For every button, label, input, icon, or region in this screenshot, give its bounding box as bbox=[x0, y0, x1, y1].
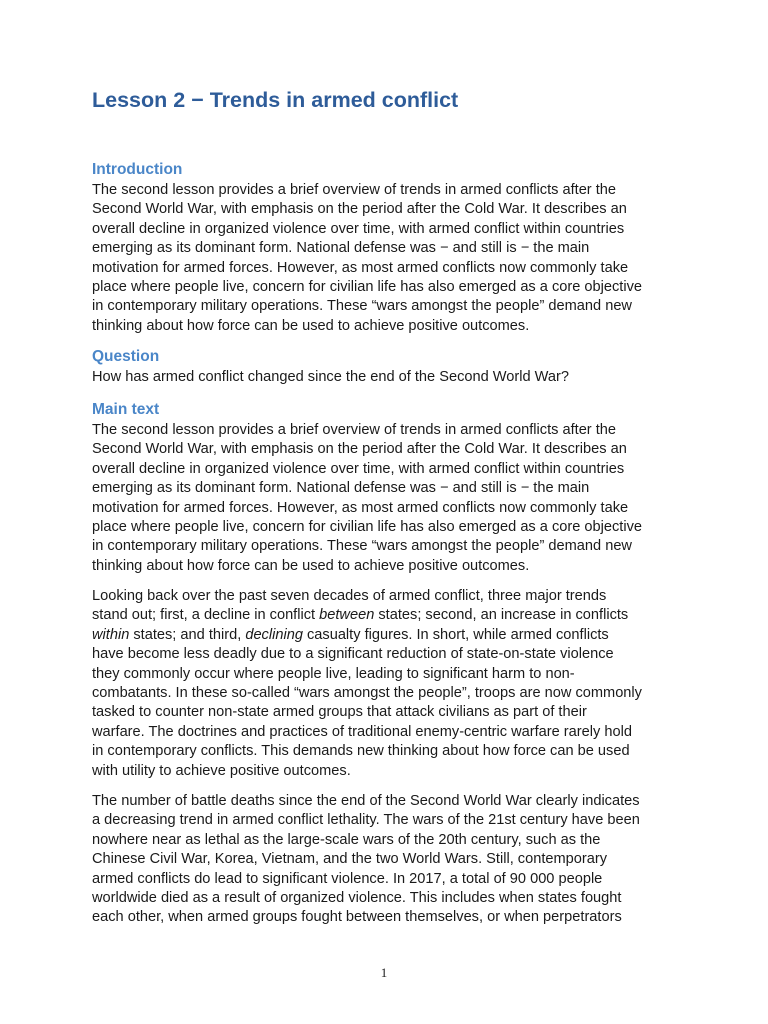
text-line: place where people live, concern for civilian life has also emerged as a core objective bbox=[92, 519, 642, 536]
text-line: place where people live, concern for civilian life has also emerged as a core objective bbox=[92, 279, 642, 296]
introduction-paragraph bbox=[92, 181, 692, 336]
text-line bbox=[92, 606, 692, 625]
text-line: The second lesson provides a brief overview of trends in armed conflicts after the bbox=[92, 182, 617, 198]
text-line: in contemporary military operations. These “wars amongst the people” demand new bbox=[92, 298, 632, 315]
emphasis-within: within bbox=[92, 626, 130, 643]
main-paragraph-2 bbox=[92, 587, 692, 781]
text-line: The second lesson provides a brief overview of trends in armed conflicts after the bbox=[92, 422, 617, 438]
text-line: Second World War, with emphasis on the period after the Cold War. It describes an bbox=[92, 201, 627, 218]
text-line: Chinese Civil War, Korea, Vietnam, and the two World Wars. Still, contemporary bbox=[92, 851, 608, 868]
text-line bbox=[92, 626, 692, 645]
main-text-heading: Main text bbox=[92, 401, 160, 418]
introduction-heading: Introduction bbox=[92, 161, 183, 178]
text-line: warfare. The doctrines and practices of traditional enemy-centric warfare rarely hold bbox=[92, 723, 632, 740]
text-line: with utility to achieve positive outcomes. bbox=[92, 762, 351, 779]
main-paragraph-1 bbox=[92, 421, 692, 576]
text-line: emerging as its dominant form. National defense was − and still is − the main bbox=[92, 480, 590, 497]
text-line: Second World War, with emphasis on the period after the Cold War. It describes an bbox=[92, 441, 627, 458]
text-line: they commonly occur where people live, leading to significant harm to non- bbox=[92, 665, 575, 682]
text-line: worldwide died as a result of organized violence. This includes when states fought bbox=[92, 890, 622, 907]
text-line: combatants. In these so-called “wars amongst the people”, troops are now commonly bbox=[92, 685, 642, 702]
text-line: a decreasing trend in armed conflict lethality. The wars of the 21st century have been bbox=[92, 812, 640, 829]
question-heading: Question bbox=[92, 348, 160, 365]
text-line: each other, when armed groups fought between themselves, or when perpetrators bbox=[92, 909, 622, 926]
text-line: emerging as its dominant form. National defense was − and still is − the main bbox=[92, 240, 590, 257]
page-number: 1 bbox=[380, 965, 388, 980]
text-line: in contemporary military operations. These “wars amongst the people” demand new bbox=[92, 538, 632, 555]
text-line: armed conflicts do lead to significant violence. In 2017, a total of 90 000 people bbox=[92, 870, 603, 887]
text-line: overall decline in organized violence over time, with armed conflict within countries bbox=[92, 220, 625, 237]
text-line: The number of battle deaths since the end of the Second World War clearly indicates bbox=[92, 793, 640, 809]
question-text bbox=[92, 368, 692, 387]
text-line: tasked to counter non-state armed groups that attack civilians as part of their bbox=[92, 704, 587, 721]
text-run: casualty figures. In short, while armed conflicts bbox=[302, 626, 609, 643]
main-paragraph-3 bbox=[92, 792, 692, 928]
text-line: motivation for armed forces. However, as most armed conflicts now commonly take bbox=[92, 499, 629, 516]
text-line: thinking about how force can be used to achieve positive outcomes. bbox=[92, 557, 530, 574]
emphasis-declining: declining bbox=[245, 626, 303, 643]
text-line: thinking about how force can be used to achieve positive outcomes. bbox=[92, 317, 530, 334]
text-line: overall decline in organized violence over time, with armed conflict within countries bbox=[92, 460, 625, 477]
text-line: in contemporary conflicts. This demands new thinking about how force can be used bbox=[92, 743, 630, 760]
text-line: have become less deadly due to a significant reduction of state-on-state violence bbox=[92, 646, 614, 663]
text-line: nowhere near as lethal as the large-scale wars of the 20th century, such as the bbox=[92, 831, 601, 848]
text-run: states; and third, bbox=[129, 626, 246, 643]
text-line: How has armed conflict changed since the end of the Second World War? bbox=[92, 369, 569, 385]
text-run: states; second, an increase in conflicts bbox=[374, 607, 629, 624]
emphasis-between: between bbox=[319, 607, 375, 624]
text-line: Looking back over the past seven decades of armed conflict, three major trends bbox=[92, 588, 607, 604]
text-line: motivation for armed forces. However, as most armed conflicts now commonly take bbox=[92, 259, 629, 276]
lesson-title: Lesson 2 − Trends in armed conflict bbox=[92, 88, 459, 112]
text-run: stand out; first, a decline in conflict bbox=[92, 607, 320, 624]
